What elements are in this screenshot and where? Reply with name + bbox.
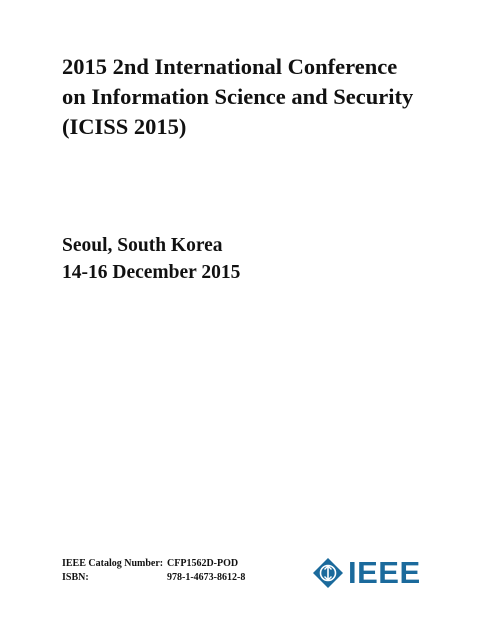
title-line-2: on Information Science and Security (62, 84, 414, 109)
isbn-row (62, 571, 245, 585)
catalog-label: IEEE Catalog Number: (62, 558, 164, 569)
ieee-diamond-icon (312, 557, 344, 589)
publication-info (62, 557, 245, 585)
catalog-value: CFP1562D-POD (167, 558, 239, 569)
location-and-dates (62, 232, 240, 286)
dates-text: 14-16 December 2015 (62, 262, 241, 283)
conference-title (62, 52, 472, 142)
title-line-1: 2015 2nd International Conference (62, 54, 398, 79)
ieee-logo (312, 553, 421, 593)
isbn-value: 978-1-4673-8612-8 (167, 572, 246, 583)
ieee-logo-text: IEEE (348, 555, 421, 590)
isbn-label: ISBN: (62, 572, 89, 583)
catalog-row (62, 557, 245, 571)
location-text: Seoul, South Korea (62, 235, 223, 256)
title-line-3: (ICISS 2015) (62, 114, 187, 139)
